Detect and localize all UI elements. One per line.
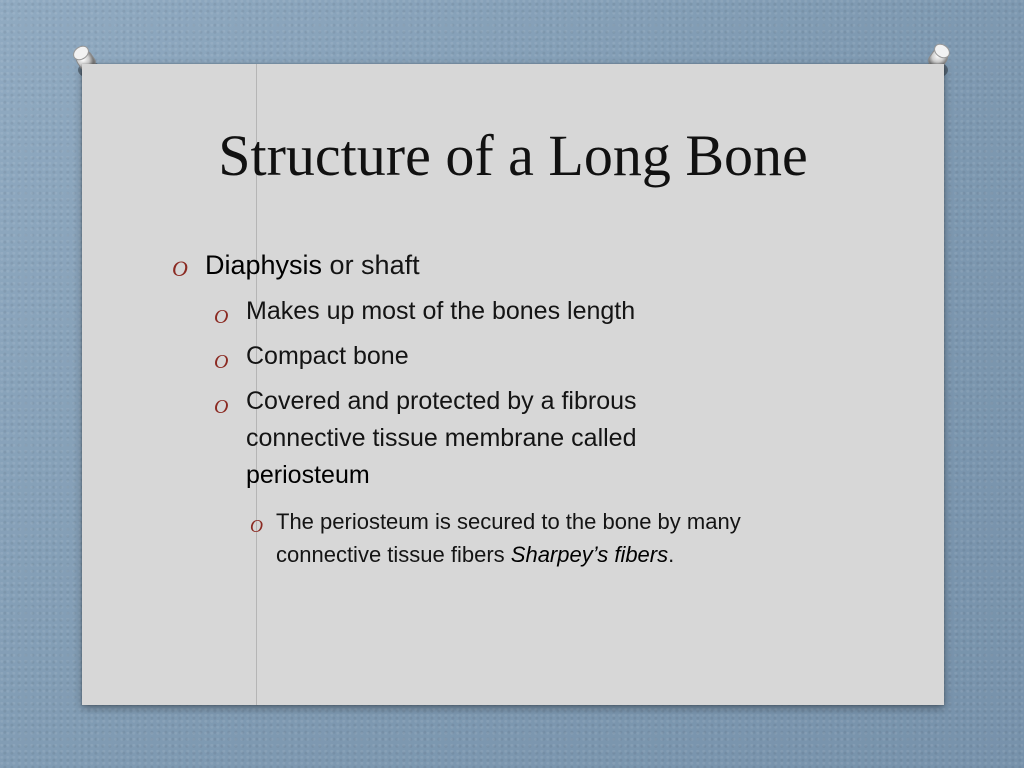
line: The periosteum is secured to the bone by many	[276, 509, 741, 534]
sub-bullet-text: Compact bone	[246, 342, 409, 370]
sub-bullet-periosteum	[214, 383, 637, 494]
sub-bullet-length	[214, 293, 635, 336]
bullet-diaphysis	[172, 250, 420, 282]
slide-title: Structure of a Long Bone	[218, 123, 808, 188]
sub-bullet-compact	[214, 338, 409, 381]
term-diaphysis: Diaphysis	[205, 250, 323, 280]
bullet-text	[205, 250, 420, 281]
line: connective tissue fibers	[276, 542, 511, 567]
bullet-marker: O	[214, 351, 229, 373]
term-periosteum: periosteum	[246, 461, 370, 489]
sub-bullet-text	[246, 383, 637, 494]
bullet-marker: O	[214, 306, 229, 328]
period: .	[668, 542, 675, 567]
line: connective tissue membrane called	[246, 424, 637, 452]
sub-bullet-text: Makes up most of the bones length	[246, 297, 636, 325]
bullet-marker: O	[172, 256, 188, 281]
sub-sub-bullet-text	[276, 505, 741, 571]
term-sharpeys-fibers: Sharpey’s fibers	[510, 542, 669, 567]
sub-sub-bullet-sharpey	[250, 505, 741, 571]
bullet-rest: or shaft	[322, 250, 420, 280]
bullet-marker: O	[250, 516, 263, 536]
bullet-marker: O	[214, 396, 229, 418]
line: Covered and protected by a fibrous	[246, 387, 637, 415]
